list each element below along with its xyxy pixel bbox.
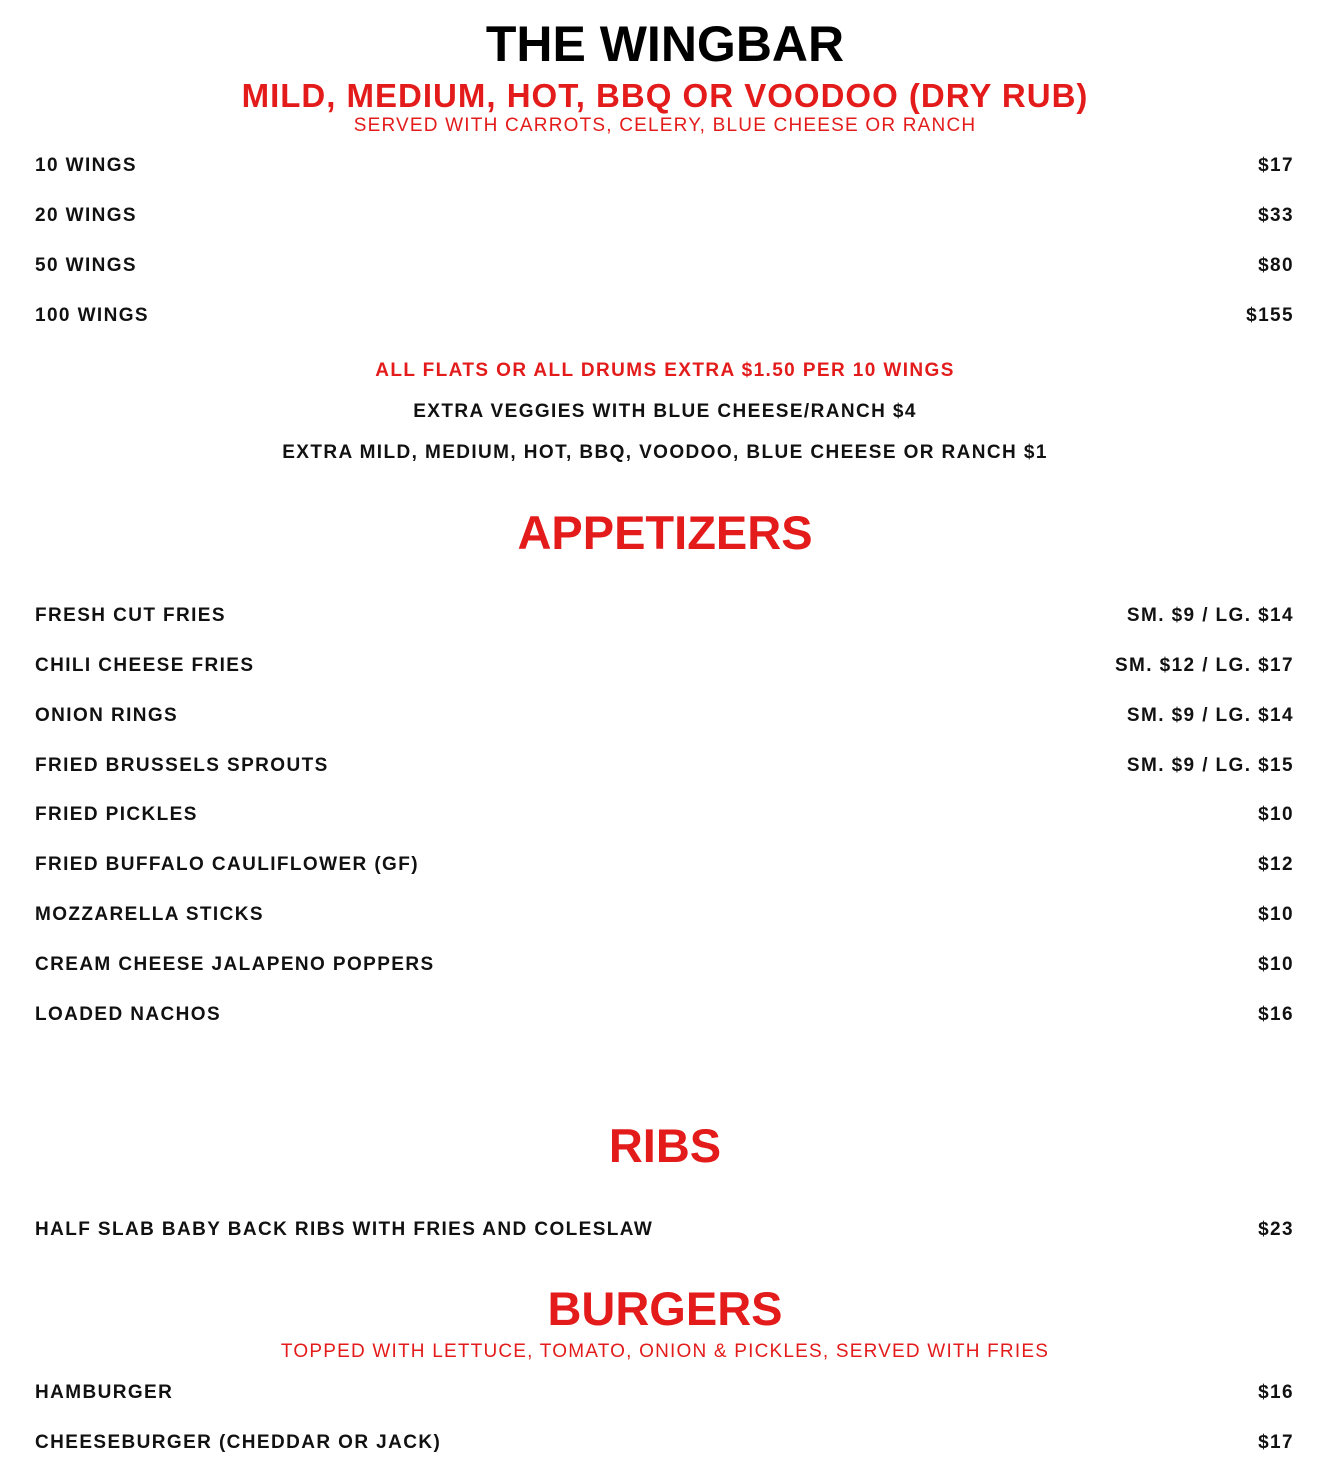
item-price: SM. $9 / LG. $14 — [1126, 605, 1294, 626]
menu-item — [35, 204, 1294, 228]
note-extra-sauce: EXTRA MILD, MEDIUM, HOT, BBQ, VOODOO, BLUE CHEESE OR RANCH $1 — [282, 442, 1048, 463]
menu-item — [35, 1218, 1294, 1242]
page-title: THE WINGBAR — [485, 16, 845, 72]
item-name: 50 WINGS — [35, 255, 137, 276]
item-name: 100 WINGS — [35, 305, 149, 326]
item-price: SM. $9 / LG. $14 — [1126, 705, 1294, 726]
wing-served-with: SERVED WITH CARROTS, CELERY, BLUE CHEESE OR RANCH — [353, 115, 977, 136]
item-price: $17 — [1258, 155, 1294, 176]
item-price: $23 — [1258, 1219, 1294, 1240]
item-price: $155 — [1246, 305, 1294, 326]
item-name: FRIED BRUSSELS SPROUTS — [35, 755, 329, 776]
wing-sauces-heading: MILD, MEDIUM, HOT, BBQ OR VOODOO (DRY RUB) — [241, 77, 1089, 114]
item-price: SM. $12 / LG. $17 — [1114, 655, 1294, 676]
item-price: $80 — [1258, 255, 1294, 276]
item-name: MOZZARELLA STICKS — [35, 904, 264, 925]
item-name: HAMBURGER — [35, 1382, 174, 1403]
item-name: LOADED NACHOS — [35, 1004, 222, 1025]
item-price: $10 — [1258, 804, 1294, 825]
item-name: CREAM CHEESE JALAPENO POPPERS — [35, 954, 435, 975]
item-price: $16 — [1258, 1004, 1294, 1025]
section-title-burgers: BURGERS — [547, 1282, 783, 1335]
menu-item — [35, 604, 1294, 628]
item-price: $10 — [1258, 904, 1294, 925]
burgers-subtitle: TOPPED WITH LETTUCE, TOMATO, ONION & PICKLES, SERVED WITH FRIES — [280, 1341, 1050, 1362]
item-name: 10 WINGS — [35, 155, 137, 176]
item-name: 20 WINGS — [35, 205, 137, 226]
item-price: $17 — [1258, 1432, 1294, 1453]
item-price: $10 — [1258, 954, 1294, 975]
menu-item — [35, 853, 1294, 877]
menu-item — [35, 953, 1294, 977]
item-name: ONION RINGS — [35, 705, 179, 726]
item-name: CHEESEBURGER (CHEDDAR OR JACK) — [35, 1432, 442, 1453]
item-price: $12 — [1258, 854, 1294, 875]
item-name: CHILI CHEESE FRIES — [35, 655, 255, 676]
menu-item — [35, 154, 1294, 178]
menu-item — [35, 304, 1294, 328]
note-extra-veggies: EXTRA VEGGIES WITH BLUE CHEESE/RANCH $4 — [413, 401, 917, 422]
note-flats-drums: ALL FLATS OR ALL DRUMS EXTRA $1.50 PER 10 WINGS — [375, 360, 955, 381]
menu-item — [35, 803, 1294, 827]
menu-item — [35, 704, 1294, 728]
item-price: $16 — [1258, 1382, 1294, 1403]
menu-item — [35, 903, 1294, 927]
menu-item — [35, 254, 1294, 278]
item-price: SM. $9 / LG. $15 — [1126, 755, 1294, 776]
item-name: FRIED PICKLES — [35, 804, 198, 825]
section-title-ribs: RIBS — [608, 1119, 722, 1172]
menu-item — [35, 1431, 1294, 1455]
menu-item — [35, 1003, 1294, 1027]
menu-item — [35, 754, 1294, 778]
item-name: HALF SLAB BABY BACK RIBS WITH FRIES AND COLESLAW — [35, 1219, 654, 1240]
menu-item — [35, 654, 1294, 678]
menu-item — [35, 1381, 1294, 1405]
section-title-appetizers: APPETIZERS — [517, 506, 813, 559]
item-price: $33 — [1258, 205, 1294, 226]
item-name: FRIED BUFFALO CAULIFLOWER (GF) — [35, 854, 419, 875]
item-name: FRESH CUT FRIES — [35, 605, 226, 626]
